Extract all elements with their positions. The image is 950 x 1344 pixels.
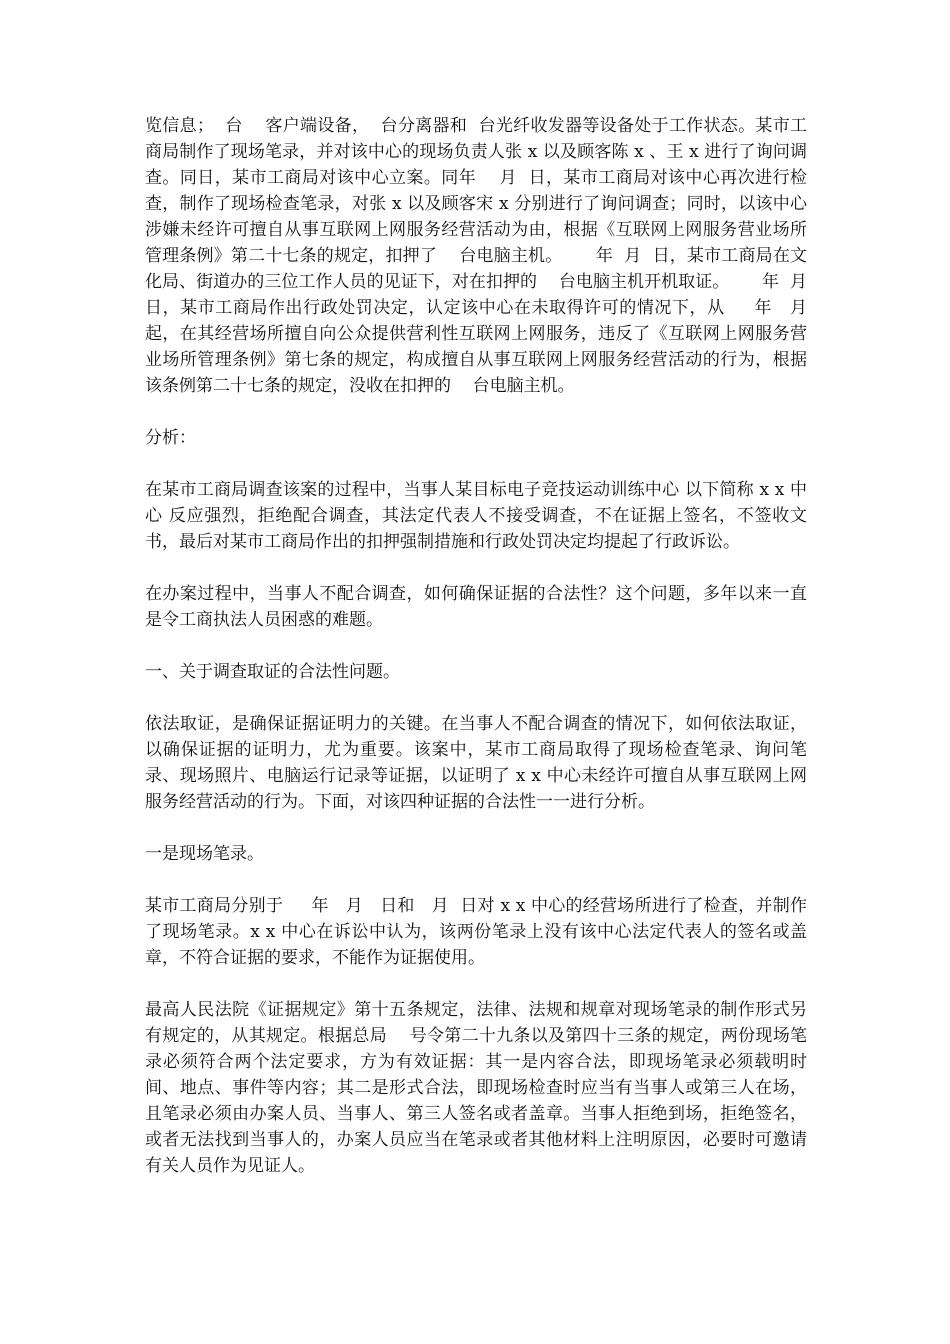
paragraph-site-inspection: 某市工商局分别于 年 月 日和 月 日对 x x 中心的经营场所进行了检查，并制作了现场笔录。x x 中心在诉讼中认为，该两份笔录上没有该中心法定代表人的签名或盖章，不符合证据的要求，不能作为证据使用。 (145, 896, 807, 968)
paragraph-question: 在办案过程中，当事人不配合调查，如何确保证据的合法性？这个问题，多年以来一直是令工商执法人员困惑的难题。 (145, 584, 807, 630)
paragraph-analysis-heading: 分析： (145, 428, 196, 448)
subheading-site-record: 一是现场笔录。 (145, 844, 264, 864)
paragraph-investigation: 在某市工商局调查该案的过程中，当事人某目标电子竞技运动训练中心 以下简称 x x 中心 反应强烈，拒绝配合调查，其法定代表人不接受调查，不在证据上签名，不签收文书，最后对某市工商局作出的扣押强制措施和行政处罚决定均提起了行政诉讼。 (145, 480, 807, 552)
document-body (145, 113, 824, 1179)
section-heading-legality: 一、关于调查取证的合法性问题。 (145, 662, 400, 682)
paragraph-evidence-overview: 依法取证，是确保证据证明力的关键。在当事人不配合调查的情况下，如何依法取证，以确保证据的证明力，尤为重要。该案中，某市工商局取得了现场检查笔录、询问笔录、现场照片、电脑运行记录等证据，以证明了 x x 中心未经许可擅自从事互联网上网服务经营活动的行为。下面，对该四种证据的合法性一一进行分析。 (145, 714, 807, 812)
paragraph-evidence-rules: 最高人民法院《证据规定》第十五条规定，法律、法规和规章对现场笔录的制作形式另有规定的，从其规定。根据总局 号令第二十九条以及第四十三条的规定，两份现场笔录必须符合两个法定要求，方为有效证据：其一是内容合法，即现场笔录必须载明时间、地点、事件等内容；其二是形式合法，即现场检查时应当有当事人或第三人在场，且笔录必须由办案人员、当事人、第三人签名或者盖章。当事人拒绝到场，拒绝签名，或者无法找到当事人的，办案人员应当在笔录或者其他材料上注明原因，必要时可邀请有关人员作为见证人。 (145, 1000, 807, 1176)
paragraph-case-facts: 览信息； 台 客户端设备， 台分离器和 台光纤收发器等设备处于工作状态。某市工商局制作了现场笔录，并对该中心的现场负责人张 x 以及顾客陈 x 、王 x 进行了询问调查。同日，某市工商局对该中心立案。同年 月 日，某市工商局对该中心再次进行检查，制作了现场检查笔录，对张 x 以及顾客宋 x 分别进行了询问调查；同时，以该中心涉嫌未经许可擅自从事互联网上网服务经营活动为由，根据《互联网上网服务营业场所管理条例》第二十七条的规定，扣押了 台电脑主机。 年 月 日，某市工商局在文化局、街道办的三位工作人员的见证下，对在扣押的 台电脑主机开机取证。 年 月 日，某市工商局作出行政处罚决定，认定该中心在未取得许可的情况下，从 年 月起，在其经营场所擅自向公众提供营利性互联网上网服务，违反了《互联网上网服务营业场所管理条例》第七条的规定，构成擅自从事互联网上网服务经营活动的行为，根据该条例第二十七条的规定，没收在扣押的 台电脑主机。 (145, 116, 824, 396)
